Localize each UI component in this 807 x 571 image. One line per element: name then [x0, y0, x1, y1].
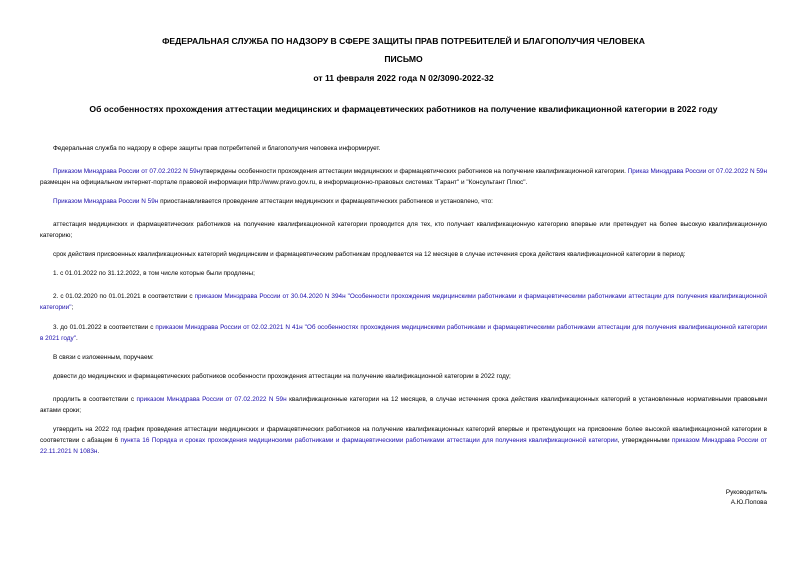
paragraph-suspension: [40, 196, 767, 207]
order-59n-link-3[interactable]: приказом Минздрава России от 07.02.2022 N 59н: [136, 396, 287, 403]
document-type: ПИСЬМО: [384, 54, 423, 64]
list-item-3: [40, 322, 767, 344]
paragraph-text: ;: [71, 304, 74, 311]
agency-heading: ФЕДЕРАЛЬНАЯ СЛУЖБА ПО НАДЗОРУ В СФЕРЕ ЗАЩИТЫ ПРАВ ПОТРЕБИТЕЛЕЙ И БЛАГОПОЛУЧИЯ ЧЕЛОВЕКА: [162, 36, 645, 46]
paragraph-text: утвердить на 2022 год график проведения аттестации медицинских и фармацевтических работников на получение квалификационных категорий впервые и претендующих на присвоение более высокой квалификационной категории в соответствии с абзацем 6: [40, 426, 767, 444]
paragraph-text: Федеральная служба по надзору в сфере защиты прав потребителей и благополучия человека информирует.: [53, 145, 381, 152]
instruction-schedule: [40, 424, 767, 457]
paragraph-extension-period: [40, 249, 767, 260]
instruction-inform: [40, 371, 767, 382]
paragraph-text: .: [75, 335, 78, 342]
paragraph-text: приостанавливается проведение аттестации медицинских и фармацевтических работников и установлено, что:: [160, 198, 493, 205]
order-59n-short-link[interactable]: Приказом Минздрава России N 59н: [53, 198, 159, 205]
signature-title: Руководитель: [725, 489, 767, 496]
document-date-number: от 11 февраля 2022 года N 02/3090-2022-32: [313, 73, 494, 83]
paragraph-text: срок действия присвоенных квалификационных категорий медицинским и фармацевтическим работникам продлевается на 12 месяцев в случае истечения срока действия квалификационной категории в период:: [53, 251, 686, 258]
paragraph-text: .: [97, 448, 100, 455]
paragraph-order-approved: [40, 166, 767, 188]
paragraph-text: довести до медицинских и фармацевтических работников особенности прохождения аттестации на получение квалификационной категории в 2022 году;: [53, 373, 511, 380]
paragraph-instructions-intro: [40, 352, 767, 363]
paragraph-text: квалификационные категории на 12 месяцев, в случае истечения срока действия квалификационных категорий в установленные нормативными правовыми актами сроки;: [40, 396, 768, 414]
paragraph-intro: [40, 143, 767, 154]
paragraph-text: 1. с 01.01.2022 по 31.12.2022, в том числе которые были продлены;: [53, 270, 255, 277]
order-59n-link[interactable]: Приказом Минздрава России от 07.02.2022 N 59н: [53, 168, 201, 175]
paragraph-text: продлить в соответствии с: [53, 396, 135, 403]
instruction-extend: [40, 394, 767, 416]
order-1083n-link[interactable]: приказом Минздрава России от 22.11.2021 N 1083н: [40, 437, 767, 455]
signature-name: А.Ю.Попова: [730, 499, 767, 506]
paragraph-attestation-scope: [40, 219, 767, 241]
paragraph-text: В связи с изложенным, поручаем:: [53, 354, 154, 361]
paragraph-text: аттестация медицинских и фармацевтических работников на получение квалификационной категории проводится для тех, кто получает квалификационную категорию впервые или претендует на более высокую квалификационную категорию;: [40, 221, 767, 239]
list-item-1: [40, 268, 767, 279]
paragraph-text: 2. с 01.02.2020 по 01.01.2021 в соответствии с: [53, 293, 193, 300]
paragraph-text: , утвержденными: [617, 437, 670, 444]
order-59n-link-2[interactable]: Приказ Минздрава России от 07.02.2022 N 59н: [627, 168, 767, 175]
paragraph-text: утверждены особенности прохождения аттестации медицинских и фармацевтических работников на получение квалификационной категории.: [200, 168, 626, 175]
list-item-2: [40, 291, 767, 313]
paragraph-text: 3. до 01.01.2022 в соответствии с: [53, 324, 154, 331]
procedure-clause-16-link[interactable]: пункта 16 Порядка и сроках прохождения медицинскими работниками и фармацевтическими работниками аттестации для получения квалификационной категории: [120, 437, 618, 444]
order-41n-link[interactable]: приказом Минздрава России от 02.02.2021 N 41н "Об особенностях прохождения медицинскими работниками и фармацевтическими работниками аттестации для получения квалификационной категории в 2021 году": [40, 324, 768, 342]
document-subject: Об особенностях прохождения аттестации медицинских и фармацевтических работников на получение квалификационной категории в 2022 году: [89, 104, 718, 114]
order-394n-link[interactable]: приказом Минздрава России от 30.04.2020 N 394н "Особенности прохождения медицинскими работниками и фармацевтическими работниками аттестации для получения квалификационной категории": [40, 293, 767, 311]
paragraph-text: размещен на официальном интернет-портале правовой информации http://www.pravo.gov.ru, в информационно-правовых системах "Гарант" и "Консультант Плюс".: [40, 179, 528, 186]
